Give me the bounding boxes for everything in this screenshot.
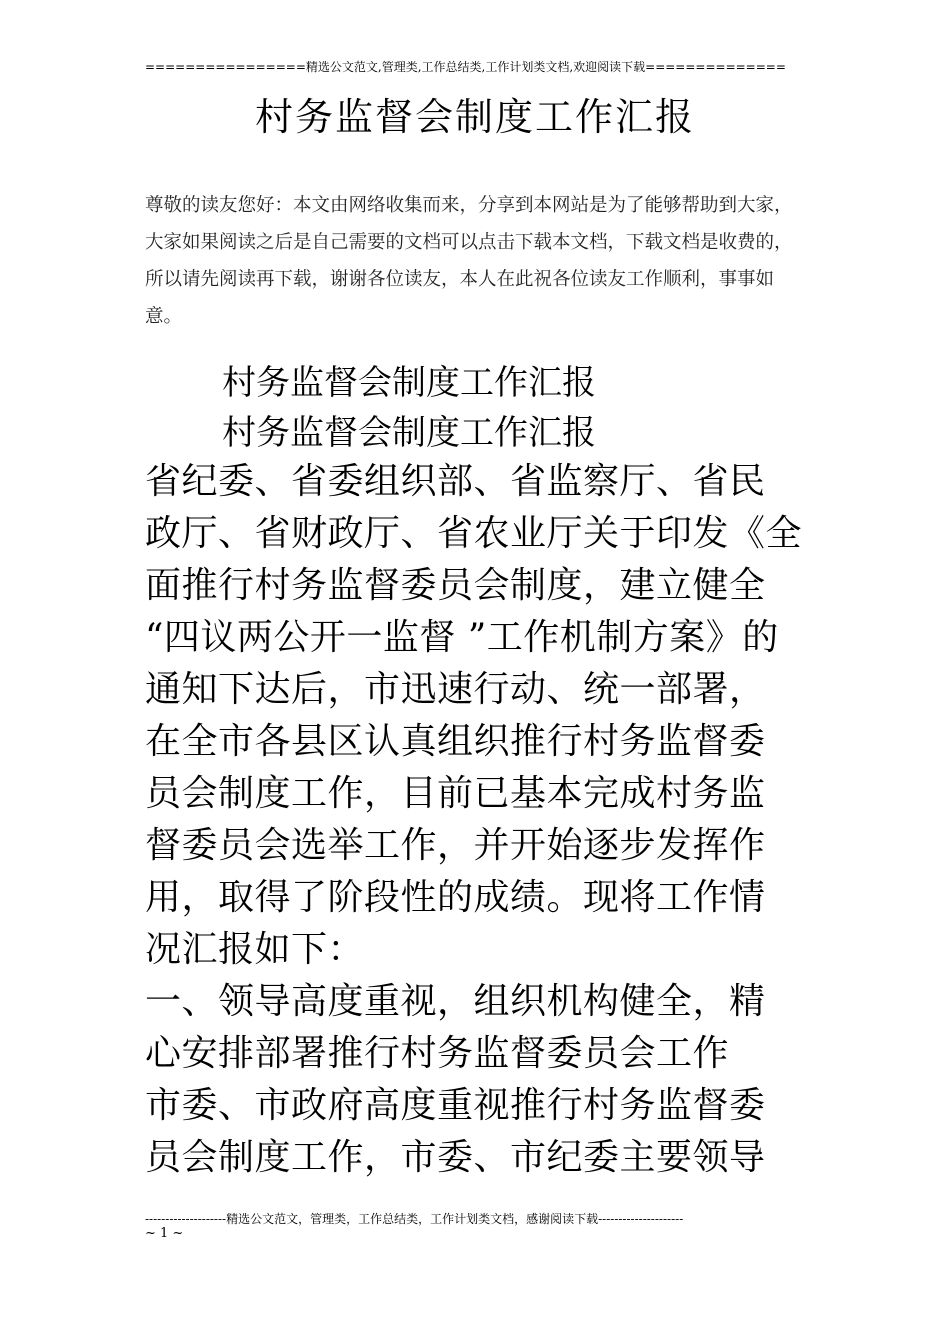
body-line: 况汇报如下： bbox=[145, 929, 365, 970]
body-line: 督委员会选举工作，并开始逐步发挥作 bbox=[145, 825, 766, 866]
body-line: 市委、市政府高度重视推行村务监督委 bbox=[145, 1085, 766, 1126]
header-banner: ================精选公文范文,管理类,工作总结类,工作计划类文档,欢迎阅读下载============== bbox=[145, 60, 786, 74]
section-heading: 一、领导高度重视，组织机构健全，精 bbox=[145, 981, 766, 1022]
document-title: 村务监督会制度工作汇报 bbox=[254, 95, 695, 139]
page-number: ~ 1 ~ bbox=[145, 1226, 184, 1241]
body-text bbox=[145, 456, 815, 1184]
section-heading: 心安排部署推行村务监督委员会工作 bbox=[145, 1033, 730, 1074]
body-line: 省纪委、省委组织部、省监察厅、省民 bbox=[145, 461, 766, 502]
footer-banner: --------------------精选公文范文，管理类，工作总结类，工作计划类文档，感谢阅读下载--------------------- bbox=[145, 1212, 684, 1226]
reader-notice: 尊敬的读友您好：本文由网络收集而来，分享到本网站是为了能够帮助到大家，大家如果阅读之后是自己需要的文档可以点击下载本文档，下载文档是收费的，所以请先阅读再下载，谢谢各位读友，本人在此祝各位读友工作顺利，事事如意。 bbox=[145, 195, 793, 327]
body-line: 员会制度工作，目前已基本完成村务监 bbox=[145, 773, 766, 814]
body-line: 通知下达后，市迅速行动、统一部署， bbox=[145, 669, 766, 710]
body-line: 政厅、省财政厅、省农业厅关于印发《全 bbox=[145, 513, 803, 554]
body-line: 面推行村务监督委员会制度，建立健全 bbox=[145, 565, 766, 606]
body-line: 员会制度工作，市委、市纪委主要领导 bbox=[145, 1137, 766, 1178]
body-line: 在全市各县区认真组织推行村务监督委 bbox=[145, 721, 766, 762]
body-line: “四议两公开一监督 ”工作机制方案》的 bbox=[145, 617, 779, 658]
body-line: 用，取得了阶段性的成绩。现将工作情 bbox=[145, 877, 766, 918]
section-title-repeat: 村务监督会制度工作汇报 bbox=[222, 413, 596, 453]
section-title: 村务监督会制度工作汇报 bbox=[222, 363, 596, 403]
